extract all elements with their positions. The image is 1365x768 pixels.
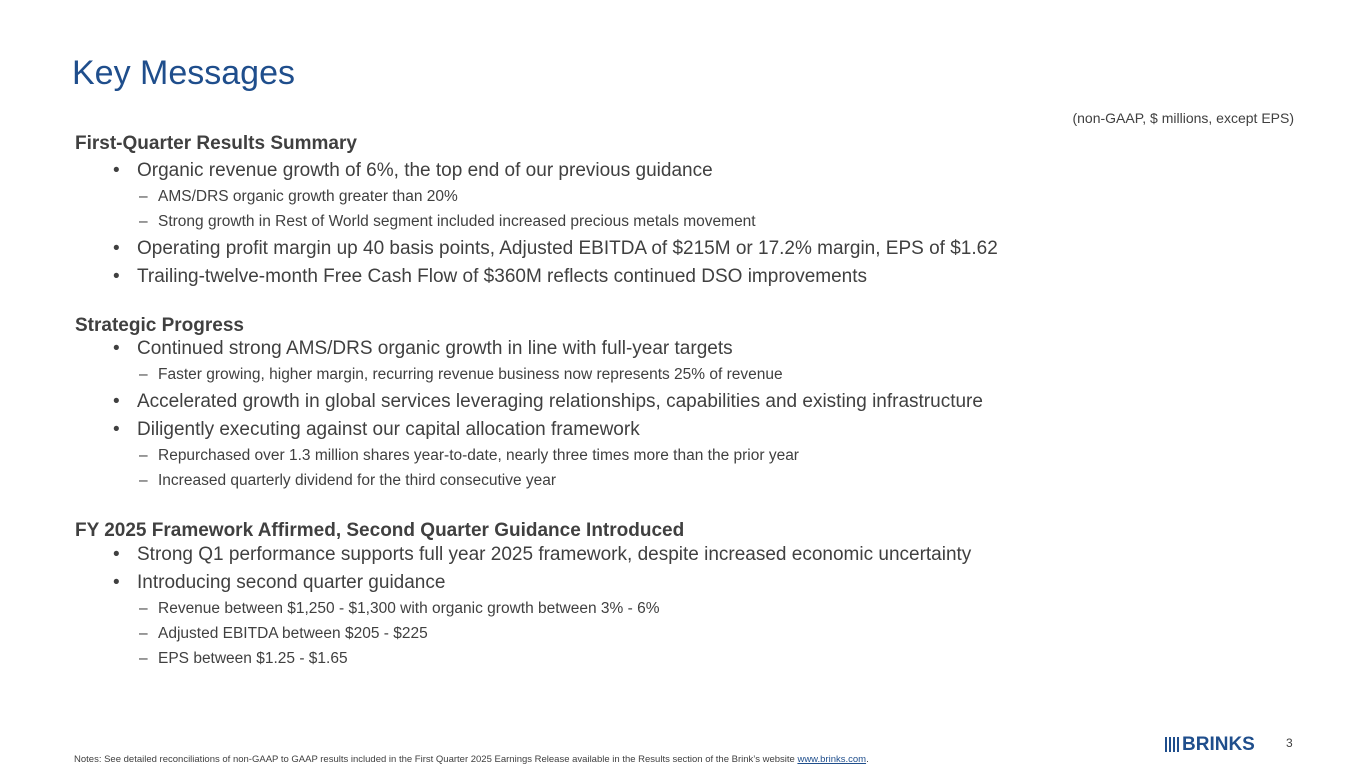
sub-bullet-item: – AMS/DRS organic growth greater than 20% <box>139 188 458 205</box>
sub-bullet-item: – Revenue between $1,250 - $1,300 with organic growth between 3% - 6% <box>139 600 660 617</box>
section-heading-fy2025-framework: FY 2025 Framework Affirmed, Second Quarter Guidance Introduced <box>75 520 685 541</box>
bullet-item: • Trailing-twelve-month Free Cash Flow of $360M reflects continued DSO improvements <box>113 266 868 287</box>
bullet-item: • Accelerated growth in global services leveraging relationships, capabilities and existing infrastructure <box>113 391 983 412</box>
bullet-item: • Diligently executing against our capital allocation framework <box>113 419 640 440</box>
sub-bullet-item: – Repurchased over 1.3 million shares year-to-date, nearly three times more than the prior year <box>139 447 799 464</box>
slide-title: Key Messages <box>72 54 295 92</box>
sub-bullet-item: – Increased quarterly dividend for the third consecutive year <box>139 472 557 489</box>
section-heading-strategic-progress: Strategic Progress <box>75 315 244 336</box>
bullet-item: • Continued strong AMS/DRS organic growth in line with full-year targets <box>113 338 733 359</box>
bullet-item: • Introducing second quarter guidance <box>113 572 446 593</box>
sub-bullet-item: – EPS between $1.25 - $1.65 <box>139 650 348 667</box>
bullet-item: • Operating profit margin up 40 basis points, Adjusted EBITDA of $215M or 17.2% margin, EPS of $1.62 <box>113 238 998 259</box>
brinks-logo <box>1165 735 1255 754</box>
unit-note: (non-GAAP, $ millions, except EPS) <box>1072 110 1294 126</box>
bullet-item: • Strong Q1 performance supports full year 2025 framework, despite increased economic uncertainty <box>113 544 972 565</box>
section-heading-q1-results: First-Quarter Results Summary <box>75 133 357 154</box>
sub-bullet-item: – Strong growth in Rest of World segment included increased precious metals movement <box>139 213 756 230</box>
logo-bars-icon <box>1165 737 1179 752</box>
brinks-website-link[interactable]: www.brinks.com <box>797 754 867 765</box>
logo-text: BRINKS <box>1182 734 1255 755</box>
sub-bullet-item: – Faster growing, higher margin, recurring revenue business now represents 25% of revenue <box>139 366 783 383</box>
page-number: 3 <box>1286 736 1293 750</box>
bullet-item: • Organic revenue growth of 6%, the top end of our previous guidance <box>113 160 713 181</box>
sub-bullet-item: – Adjusted EBITDA between $205 - $225 <box>139 625 428 642</box>
footer-note: Notes: See detailed reconciliations of non-GAAP to GAAP results included in the First Quarter 2025 Earnings Release available in the Results section of the Brink’s website www.brinks.com. <box>74 754 869 765</box>
